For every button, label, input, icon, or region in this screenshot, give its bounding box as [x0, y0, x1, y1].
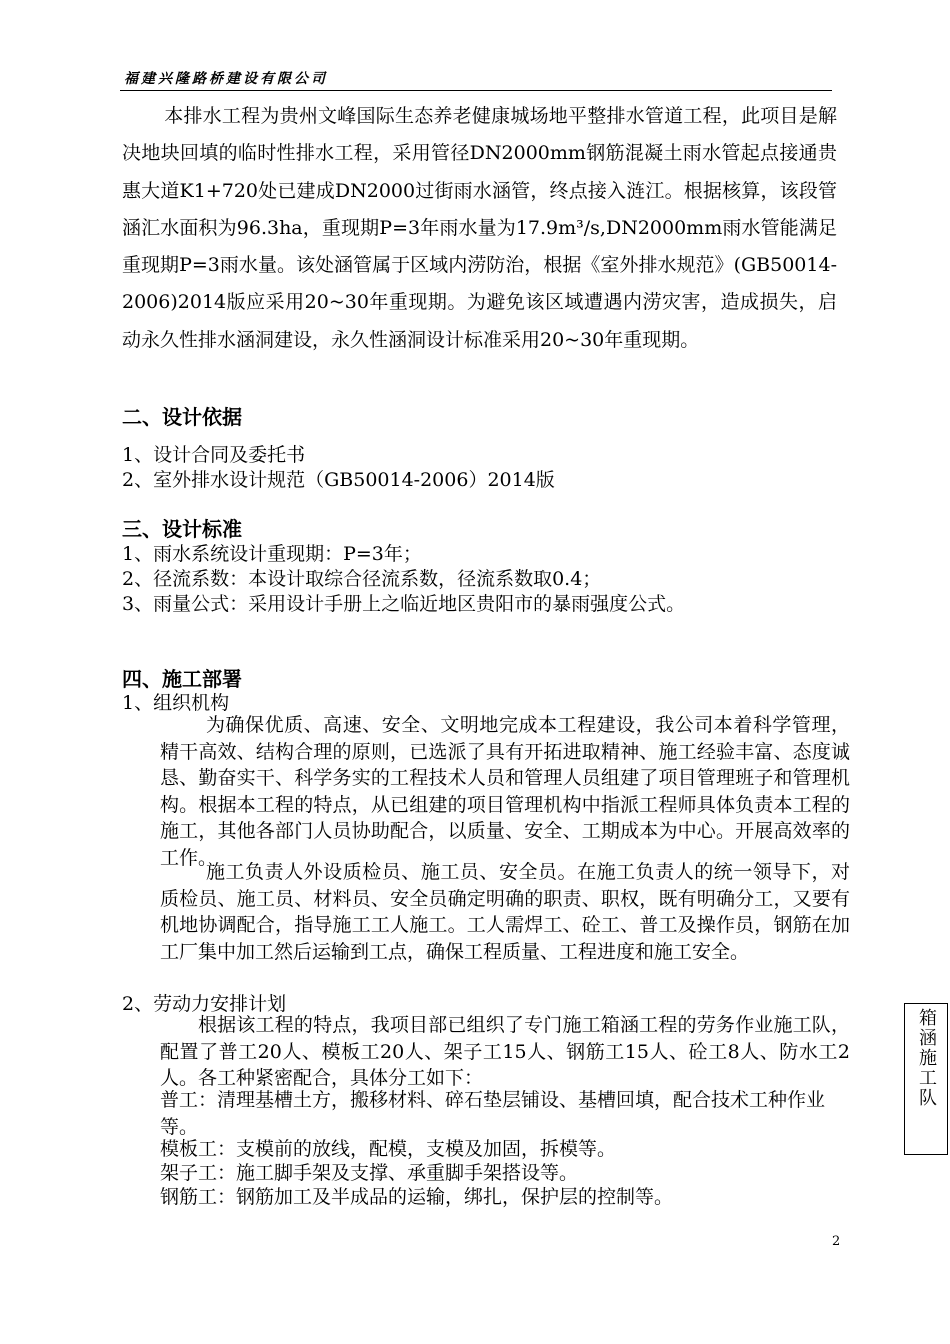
section2-item-2: 2、室外排水设计规范（GB50014-2006）2014版 — [122, 469, 555, 491]
work-scaffold: 架子工：施工脚手架及支撑、承重脚手架搭设等。 — [160, 1162, 579, 1184]
side-label: 箱涵施工队 — [916, 1008, 937, 1108]
side-label-box — [904, 1003, 948, 1155]
page-number: 2 — [832, 1234, 841, 1249]
org-paragraph-1: 为确保优质、高速、安全、文明地完成本工程建设，我公司本着科学管理，精干高效、结构合理的原则，已选派了具有开拓进取精神、施工经验丰富、态度诚恳、勤奋实干、科学务实的工程技术人员和管理人员组建了项目管理班子和管理机构。根据本工程的特点，从已组建的项目管理机构中指派工程师具体负责本工程的施工，其他各部门人员协助配合，以质量、安全、工期成本为中心。开展高效率的工作。 — [160, 714, 850, 869]
section3-item-1: 1、雨水系统设计重现期：P=3年； — [122, 543, 422, 565]
labor-paragraph: 根据该工程的特点，我项目部已组织了专门施工箱涵工程的劳务作业施工队，配置了普工20人、模板工20人、架子工15人、钢筋工15人、砼工8人、防水工2人。各工种紧密配合，具体分工如下： — [160, 1014, 850, 1090]
section4-sub2-title: 2、劳动力安排计划 — [122, 993, 287, 1015]
section4-sub1-title: 1、组织机构 — [122, 692, 230, 714]
work-formwork: 模板工：支模前的放线，配模，支模及加固，拆模等。 — [160, 1138, 617, 1160]
section3-title: 三、设计标准 — [122, 517, 242, 541]
org-paragraph-2: 施工负责人外设质检员、施工员、安全员。在施工负责人的统一领导下，对质检员、施工员、材料员、安全员确定明确的职责、职权，既有明确分工，又要有机地协调配合，指导施工工人施工。工人需焊工、砼工、普工及操作员，钢筋在加工厂集中加工然后运输到工点，确保工程质量、工程进度和施工安全。 — [160, 861, 850, 963]
work-rebar: 钢筋工：钢筋加工及半成品的运输，绑扎，保护层的控制等。 — [160, 1186, 674, 1208]
company-name: 福建兴隆路桥建设有限公司 — [124, 71, 328, 87]
section4-title: 四、施工部署 — [122, 667, 242, 691]
page-header — [120, 64, 832, 91]
intro-text: 本排水工程为贵州文峰国际生态养老健康城场地平整排水管道工程，此项目是解决地块回填的临时性排水工程，采用管径DN2000mm钢筋混凝土雨水管起点接通贵惠大道K1+720处已建成DN2000过街雨水涵管，终点接入涟江。根据核算，该段管涵汇水面积为96.3ha，重现期P=3年雨水量为17.9m³/s,DN2000mm雨水管能满足重现期P=3雨水量。该处涵管属于区域内涝防治，根据《室外排水规范》(GB50014-2006)2014版应采用20~30年重现期。为避免该区域遭遇内涝灾害，造成损失，启动永久性排水涵洞建设，永久性涵洞设计标准采用20~30年重现期。 — [122, 105, 837, 351]
section2-title: 二、设计依据 — [122, 405, 242, 429]
intro-paragraph — [122, 98, 837, 359]
section3-item-2: 2、径流系数：本设计取综合径流系数，径流系数取0.4； — [122, 568, 602, 590]
section3-item-3: 3、雨量公式：采用设计手册上之临近地区贵阳市的暴雨强度公式。 — [122, 593, 686, 615]
section2-item-1: 1、设计合同及委托书 — [122, 444, 306, 466]
work-general: 普工：清理基槽土方，搬移材料、碎石垫层铺设、基槽回填，配合技术工种作业等。 — [160, 1089, 826, 1138]
